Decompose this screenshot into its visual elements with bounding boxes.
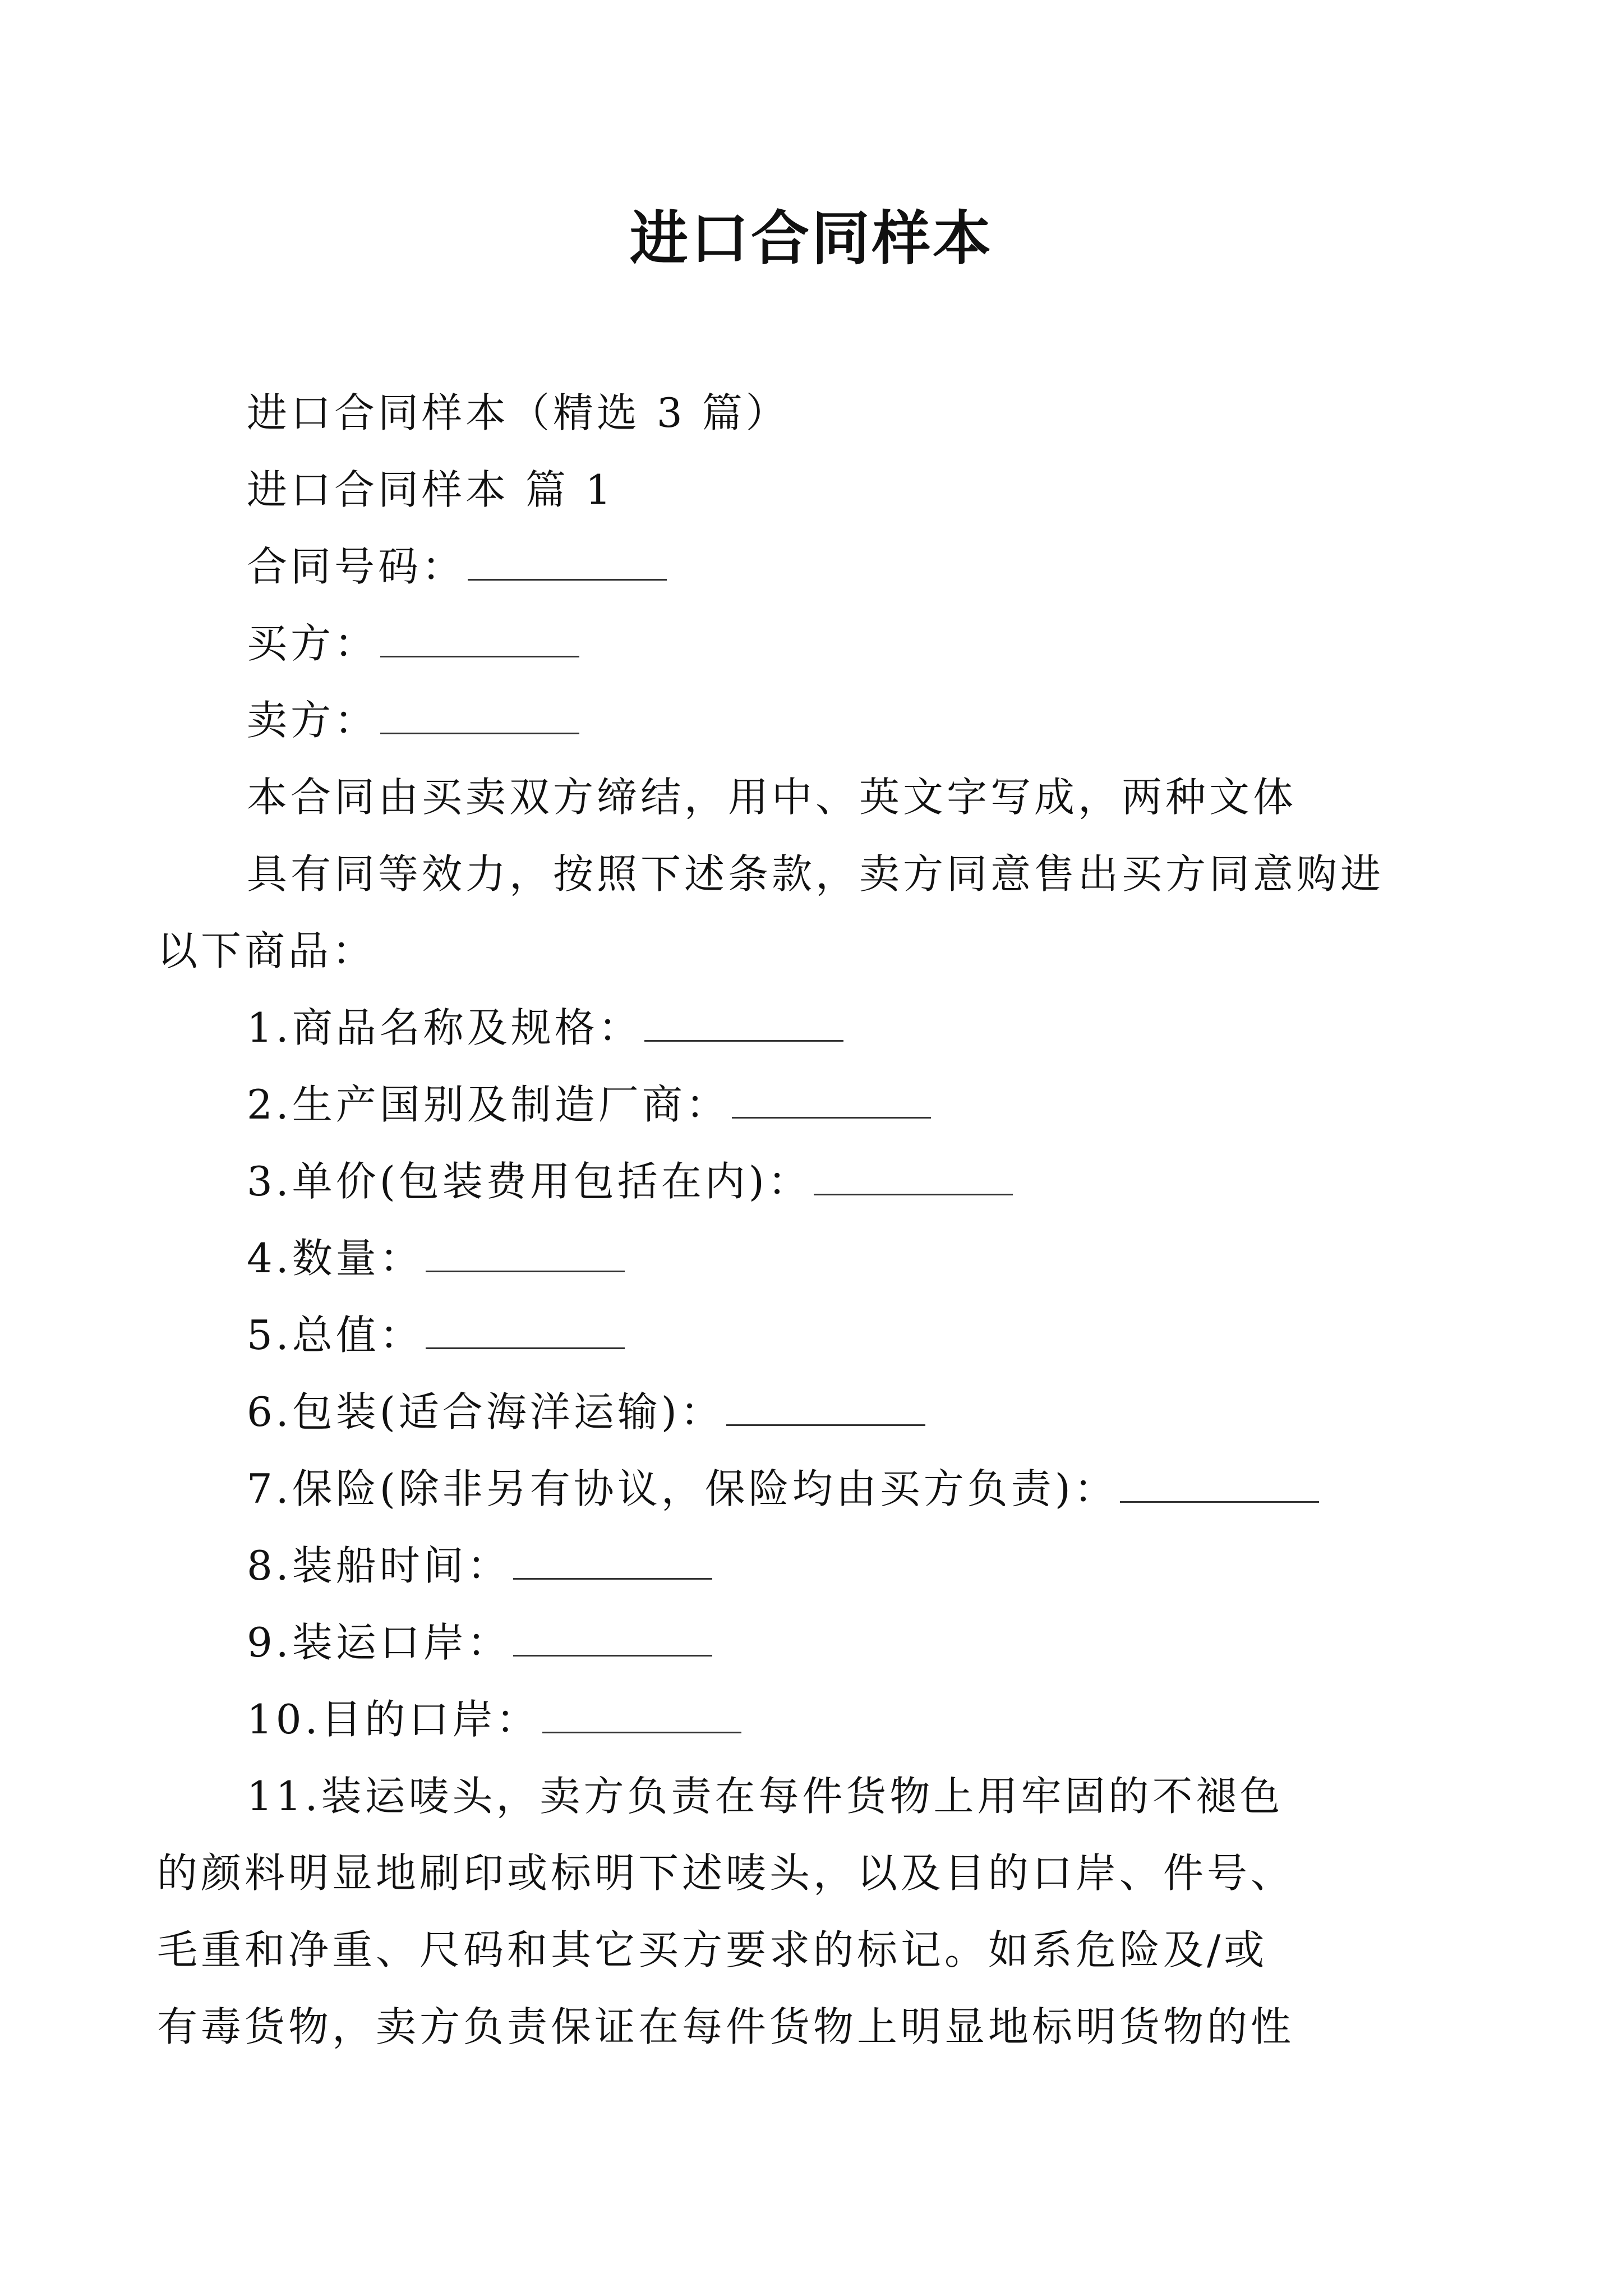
field-buyer <box>247 605 1396 682</box>
item-line <box>247 1604 1396 1681</box>
field-contract-number <box>247 528 1396 605</box>
intro-line: 具有同等效力，按照下述条款，卖方同意售出买方同意购进 <box>247 850 1385 898</box>
clause-line: 的颜料明显地刷印或标明下述唛头，以及目的口岸、件号、 <box>157 1849 1295 1897</box>
fill-in-blank <box>426 1316 625 1349</box>
item-line <box>247 1066 1396 1143</box>
document-body <box>157 375 1396 2065</box>
fill-in-blank <box>732 1085 931 1119</box>
item-label: 5.总值： <box>247 1312 423 1359</box>
fill-in-blank <box>644 1009 843 1042</box>
intro-line: 以下商品： <box>157 927 376 974</box>
fill-in-blank <box>726 1393 925 1426</box>
item-label: 9.装运口岸： <box>247 1619 511 1666</box>
clause-line: 有毒货物，卖方负责保证在每件货物上明显地标明货物的性 <box>157 2003 1295 2050</box>
fill-in-blank <box>542 1700 741 1733</box>
field-label: 买方： <box>247 620 379 667</box>
item-line <box>247 990 1396 1066</box>
item-label: 6.包装(适合海洋运输)： <box>247 1388 724 1435</box>
fill-in-blank <box>426 1239 625 1272</box>
subtitle: 进口合同样本（精选 3 篇） <box>247 389 790 436</box>
item-line <box>247 1374 1396 1451</box>
item-label: 3.单价(包装费用包括在内)： <box>247 1158 811 1205</box>
fill-in-blank <box>380 624 579 657</box>
item-line <box>247 1220 1396 1297</box>
item-label: 10.目的口岸： <box>247 1696 540 1743</box>
item-label: 8.装船时间： <box>247 1542 511 1589</box>
fill-in-blank <box>513 1547 712 1580</box>
field-label: 合同号码： <box>247 543 466 590</box>
field-label: 卖方： <box>247 697 379 744</box>
item-line <box>247 1451 1396 1527</box>
clause-line: 毛重和净重、尺码和其它买方要求的标记。如系危险及/或 <box>157 1926 1268 1973</box>
fill-in-blank <box>468 547 667 581</box>
clause-line: 11.装运唛头，卖方负责在每件货物上用牢固的不褪色 <box>247 1773 1284 1820</box>
item-label: 1.商品名称及规格： <box>247 1004 642 1051</box>
intro-line: 本合同由买卖双方缔结，用中、英文字写成，两种文体 <box>247 774 1297 821</box>
item-label: 2.生产国别及制造厂商： <box>247 1081 730 1128</box>
item-line <box>247 1527 1396 1604</box>
document-title: 进口合同样本 <box>629 204 993 273</box>
item-line <box>247 1681 1396 1758</box>
fill-in-blank <box>1120 1470 1319 1503</box>
field-seller <box>247 682 1396 759</box>
fill-in-blank <box>814 1162 1013 1195</box>
item-line <box>247 1297 1396 1374</box>
item-label: 7.保险(除非另有协议，保险均由买方负责)： <box>247 1465 1118 1512</box>
fill-in-blank <box>380 701 579 734</box>
section-heading: 进口合同样本 篇 1 <box>247 466 615 513</box>
item-label: 4.数量： <box>247 1235 423 1282</box>
fill-in-blank <box>513 1623 712 1657</box>
item-line <box>247 1143 1396 1220</box>
